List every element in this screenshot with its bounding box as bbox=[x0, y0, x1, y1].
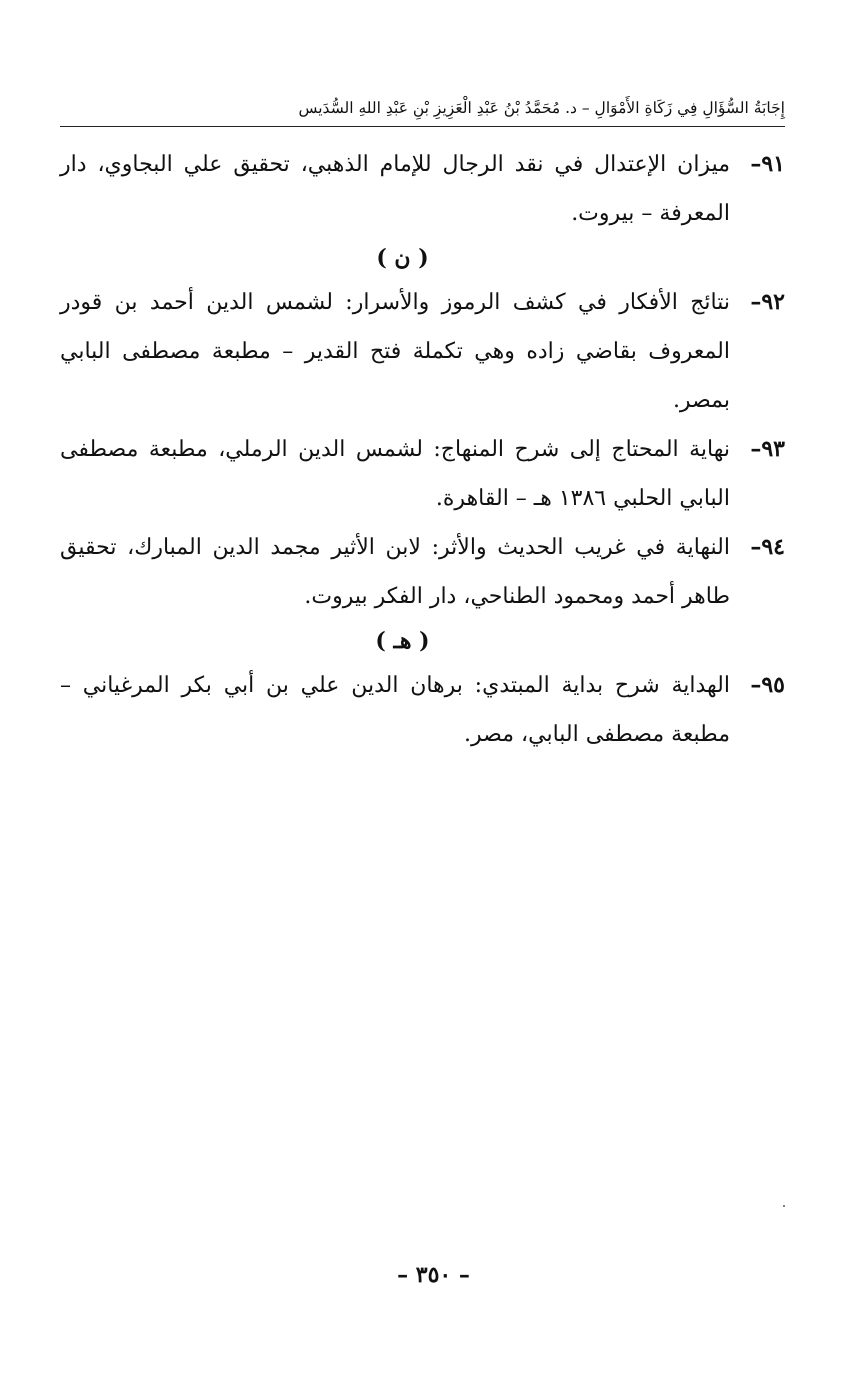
bibliography-entry-92 bbox=[60, 278, 785, 425]
bibliography-entry-91 bbox=[60, 140, 785, 238]
entry-number: ٩٥– bbox=[750, 672, 785, 698]
bibliography-entry-94 bbox=[60, 523, 785, 621]
running-header: إِجَابَةُ السُّؤَالِ فِي زَكَاةِ الأَمْوَالِ – د. مُحَمَّدُ بْنُ عَبْدِ الْعَزِيزِ بْنِ عَبْدِ اللهِ السُّدَيس bbox=[298, 99, 785, 117]
section-letter-nun: ( ن ) bbox=[376, 245, 429, 271]
entry-text: نهاية المحتاج إلى شرح المنهاج: لشمس الدين الرملي، مطبعة مصطفى البابي الحلبي ١٣٨٦ هـ – القاهرة. bbox=[60, 437, 730, 511]
page-number: – ٣٥٠ – bbox=[397, 1262, 470, 1288]
section-letter-ha: ( هـ ) bbox=[375, 628, 430, 654]
bibliography-entry-93 bbox=[60, 425, 785, 523]
header-rule bbox=[60, 126, 785, 127]
entry-text: النهاية في غريب الحديث والأثر: لابن الأثير مجمد الدين المبارك، تحقيق طاهر أحمد ومحمود الطناحي، دار الفكر بيروت. bbox=[60, 535, 730, 609]
entry-number: ٩٣– bbox=[750, 436, 785, 462]
entry-number: ٩١– bbox=[750, 151, 785, 177]
entry-number: ٩٤– bbox=[750, 534, 785, 560]
entry-text: نتائج الأفكار في كشف الرموز والأسرار: لشمس الدين أحمد بن قودر المعروف بقاضي زاده وهي تكملة فتح القدير – مطبعة مصطفى البابي بمصر. bbox=[60, 290, 730, 413]
entry-text: الهداية شرح بداية المبتدي: برهان الدين علي بن أبي بكر المرغياني – مطبعة مصطفى البابي، مصر. bbox=[60, 673, 730, 747]
entry-text: ميزان الإعتدال في نقد الرجال للإمام الذهبي، تحقيق علي البجاوي، دار المعرفة – بيروت. bbox=[60, 152, 730, 226]
bibliography-entry-95 bbox=[60, 661, 785, 759]
entry-number: ٩٢– bbox=[750, 289, 785, 315]
bibliography-list bbox=[60, 140, 785, 759]
scan-speck bbox=[783, 1205, 785, 1207]
